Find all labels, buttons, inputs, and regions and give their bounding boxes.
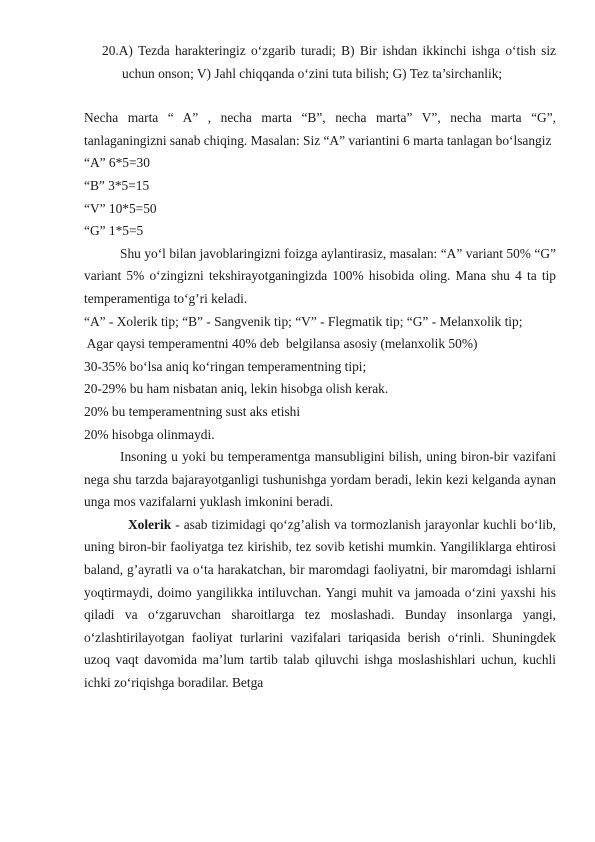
xolerik-description: - asab tizimidagi qo‘zg’alish va tormozlanish jarayonlar kuchli bo‘lib, uning biron-bir faoliyatga tez kirishib, tez sovib ketishi mumkin. Yangiliklarga ehtirosi baland, g’ayratli va o‘ta harakatchan, bir maromdagi faoliyatni, bir maromdagi ishlarni yoqtirmaydi, doimo yangilikka intiluvchan. Yangi muhit va jamoada o‘zini yaxshi his qiladi va o‘zgaruvchan sharoitlarga tez moslashadi. Bunday insonlarga yangi, o‘zlashtirilayotgan faoliyat turlarini vazifalari tariqasida berish o‘rinli. Shuningdek uzoq vaqt davomida ma’lum tartib talab qiluvchi ishga moslashishlari uchun, kuchli ichki zo‘riqishga boradilar. Betga xyxy=(84,516,556,691)
xolerik-paragraph xyxy=(84,514,556,695)
calc-line: “G” 1*5=5 xyxy=(84,223,144,239)
calc-line: “B” 3*5=15 xyxy=(84,177,150,193)
calc-line: “V” 10*5=50 xyxy=(84,200,157,216)
percent-rule: 20% bu temperamentning sust aks etishi xyxy=(84,403,301,419)
xolerik-term: Xolerik xyxy=(128,516,172,532)
calc-line: “A” 6*5=30 xyxy=(84,155,150,171)
percent-rule: 30-35% bo‘lsa aniq ko‘ringan temperamentning tipi; xyxy=(84,358,367,374)
percent-rule: 20-29% bu ham nisbatan aniq, lekin hisobga olish kerak. xyxy=(84,381,389,397)
question-number: 20. xyxy=(102,43,119,58)
question-20 xyxy=(102,40,556,85)
percent-rule: 20% hisobga olinmaydi. xyxy=(84,426,215,442)
instructions-paragraph: Necha marta “ A” , necha marta “B”, necha marta” V”, necha marta “G”, tanlaganingizni sanab chiqing. Masalan: Siz “A” variantini 6 marta tanlagan bo‘lsangiz xyxy=(84,110,556,148)
percent-rule: Agar qaysi temperamentni 40% deb belgilansa asosiy (melanxolik 50%) xyxy=(84,336,478,352)
page-content xyxy=(84,40,556,695)
blank-line xyxy=(84,85,556,107)
explanation-paragraph: Shu yo‘l bilan javoblaringizni foizga aylantirasiz, masalan: “A” variant 50% “G” variant 5% o‘zingizni tekshirayotganingizda 100% hisobida oling. Mana shu 4 ta tip temperamentiga to‘g’ri keladi. xyxy=(84,245,556,306)
temperament-types-line: “A” - Xolerik tip; “B” - Sangvenik tip; “V” - Flegmatik tip; “G” - Melanxolik tip; xyxy=(84,313,523,329)
knowing-temperament-paragraph: Insoning u yoki bu temperamentga mansubligini bilish, uning biron-bir vazifani nega shu tarzda bajarayotganligi tushunishga yordam beradi, lekin kezi kelganda aynan unga mos vazifalarni yuklash imkonini beradi. xyxy=(84,449,556,510)
question-text: A) Tezda harakteringiz o‘zgarib turadi; B) Bir ishdan ikkinchi ishga o‘tish siz uchun onson; V) Jahl chiqqanda o‘zini tuta bilish; G) Tez ta’sirchanlik; xyxy=(118,43,556,81)
